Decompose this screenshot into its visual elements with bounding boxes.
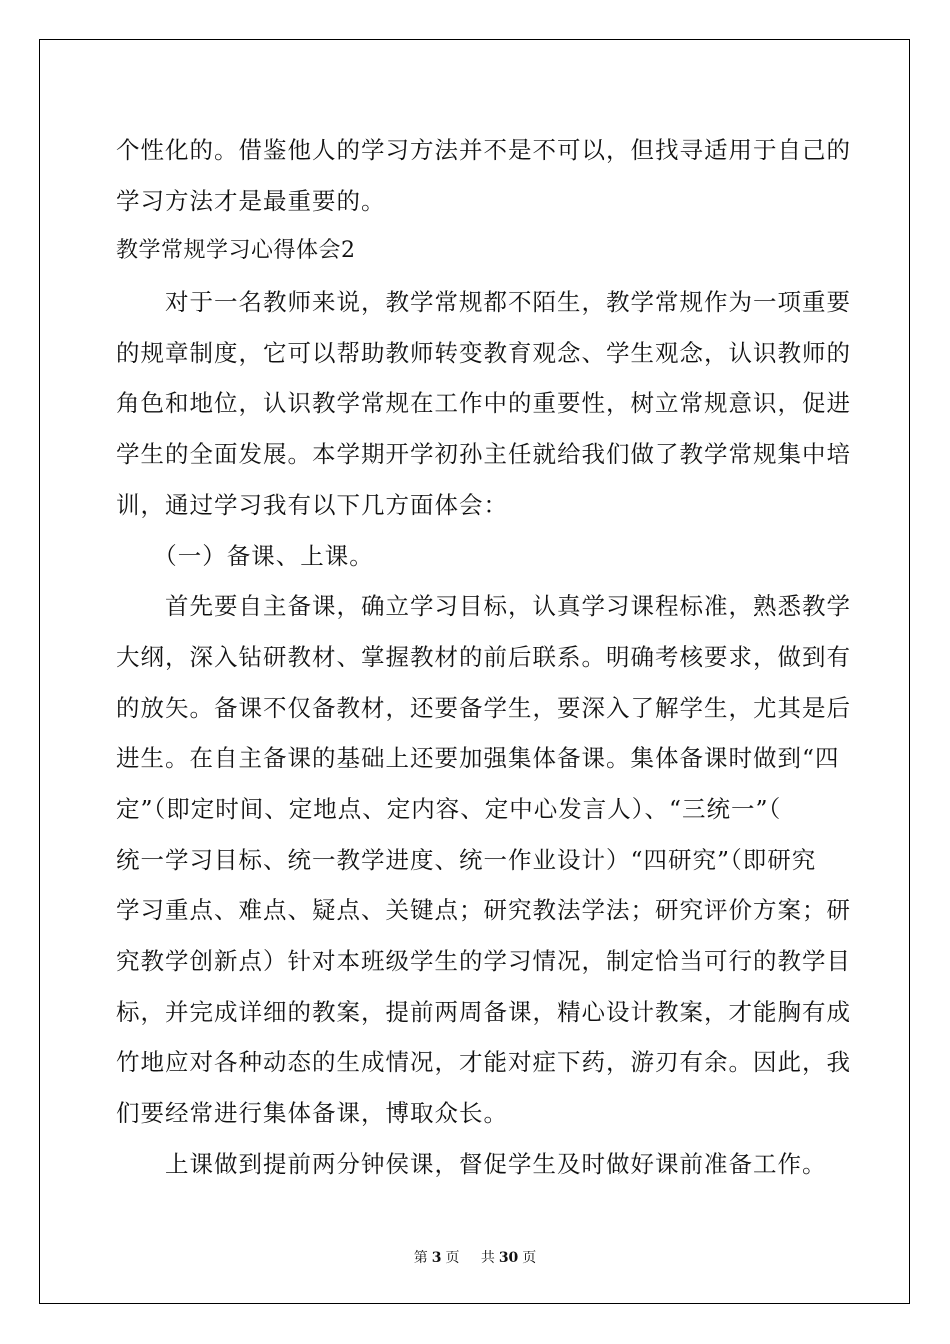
page-footer [0, 1247, 950, 1267]
document-body [116, 125, 851, 1189]
page-suffix: 页 [445, 1250, 460, 1266]
text-line: 个性化的。借鉴他人的学习方法并不是不可以，但找寻适用于自己的 [116, 136, 851, 164]
text-line: 大纲，深入钻研教材、掌握教材的前后联系。明确考核要求，做到有 [116, 642, 851, 671]
total-pages-indicator [479, 1250, 538, 1266]
text-line: 上课做到提前两分钟侯课，督促学生及时做好课前准备工作。 [116, 1149, 827, 1178]
page-prefix: 第 [413, 1250, 428, 1266]
text-line: 究教学创新点）针对本班级学生的学习情况，制定恰当可行的教学目 [116, 947, 851, 975]
section-heading: 教学常规学习心得体会2 [116, 238, 356, 264]
text-line: 学习方法才是最重要的。 [116, 186, 386, 215]
total-prefix: 共 [480, 1250, 495, 1266]
text-line: 学习重点、难点、疑点、关键点；研究教法学法；研究评价方案；研 [116, 896, 851, 925]
text-line: 进生。在自主备课的基础上还要加强集体备课。集体备课时做到“四 [116, 744, 840, 773]
page-number: 3 [431, 1250, 442, 1266]
text-line: 竹地应对各种动态的生成情况，才能对症下药，游刃有余。因此，我 [116, 1048, 851, 1077]
text-line: 的规章制度，它可以帮助教师转变教育观念、学生观念，认识教师的 [116, 338, 851, 367]
text-line: 角色和地位，认识教学常规在工作中的重要性，树立常规意识，促进 [116, 389, 851, 418]
text-line: 定”（即定时间、定地点、定内容、定中心发言人）、“三统一”（ [116, 794, 782, 823]
total-pages: 30 [498, 1250, 519, 1266]
text-line: 标，并完成详细的教案，提前两周备课，精心设计教案，才能胸有成 [116, 997, 851, 1026]
text-line: 训，通过学习我有以下几方面体会： [116, 490, 508, 519]
text-line: 对于一名教师来说，教学常规都不陌生，教学常规作为一项重要 [116, 288, 851, 317]
total-suffix: 页 [522, 1250, 537, 1266]
text-line: 学生的全面发展。本学期开学初孙主任就给我们做了教学常规集中培 [116, 440, 851, 469]
subsection-heading: （一）备课、上课。 [116, 541, 374, 570]
page-indicator [412, 1250, 462, 1266]
text-line: 统一学习目标、统一教学进度、统一作业设计）“四研究”（即研究 [116, 845, 817, 874]
text-line: 们要经常进行集体备课，博取众长。 [116, 1099, 508, 1128]
text-line: 的放矢。备课不仅备教材，还要备学生，要深入了解学生，尤其是后 [116, 693, 851, 722]
text-line: 首先要自主备课，确立学习目标，认真学习课程标准，熟悉教学 [116, 592, 851, 621]
